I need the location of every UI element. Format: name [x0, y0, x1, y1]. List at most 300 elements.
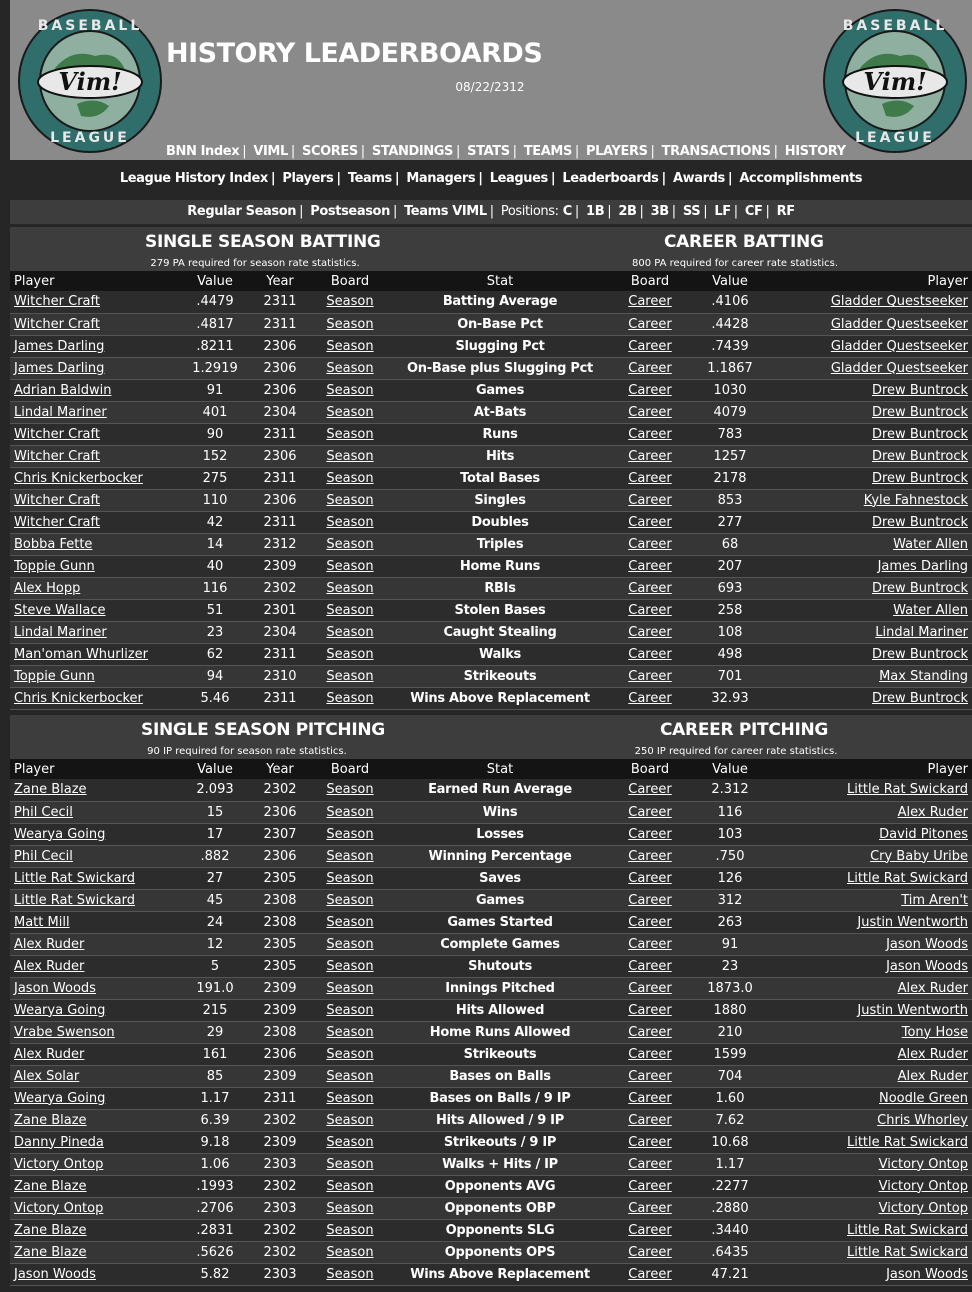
nav-players[interactable]: PLAYERS: [586, 144, 648, 159]
table-row: [10, 889, 972, 911]
posnav-teams-viml[interactable]: Teams VIML: [404, 204, 487, 219]
nav-history[interactable]: HISTORY: [784, 144, 846, 159]
career-value: 498: [690, 643, 770, 665]
career-board-link[interactable]: Career: [610, 511, 690, 533]
season-year: 2311: [250, 1087, 310, 1109]
subnav-league-history-index[interactable]: League History Index: [119, 171, 268, 186]
season-year: 2308: [250, 889, 310, 911]
season-player-link[interactable]: Lindal Mariner: [10, 401, 180, 423]
posnav-ss[interactable]: SS: [682, 204, 701, 219]
career-player-link[interactable]: Gladder Questseeker: [770, 357, 972, 379]
season-value: 17: [180, 823, 250, 845]
season-player-link[interactable]: Alex Ruder: [10, 955, 180, 977]
nav-standings[interactable]: STANDINGS: [371, 144, 454, 159]
season-player-link[interactable]: Alex Ruder: [10, 1043, 180, 1065]
career-player-link[interactable]: Drew Buntrock: [770, 467, 972, 489]
stat-name: Saves: [390, 867, 610, 889]
season-board-link[interactable]: Season: [310, 1197, 390, 1219]
career-board-link[interactable]: Career: [610, 423, 690, 445]
nav-stats[interactable]: STATS: [467, 144, 510, 159]
career-board-link[interactable]: Career: [610, 445, 690, 467]
career-board-link[interactable]: Career: [610, 291, 690, 313]
career-player-link[interactable]: Water Allen: [770, 599, 972, 621]
season-year: 2309: [250, 977, 310, 999]
col-career-player: Player: [770, 759, 972, 779]
career-player-link[interactable]: Little Rat Swickard: [770, 1131, 972, 1153]
season-board-link[interactable]: Season: [310, 489, 390, 511]
season-player-link[interactable]: Phil Cecil: [10, 845, 180, 867]
single-season-batting-title: SINGLE SEASON BATTING: [145, 232, 381, 252]
nav-viml[interactable]: VIML: [253, 144, 288, 159]
pitching-section: [10, 715, 972, 1286]
career-player-link[interactable]: Little Rat Swickard: [770, 867, 972, 889]
career-board-link[interactable]: Career: [610, 1087, 690, 1109]
career-player-link[interactable]: Drew Buntrock: [770, 577, 972, 599]
season-board-link[interactable]: Season: [310, 357, 390, 379]
career-board-link[interactable]: Career: [610, 1197, 690, 1219]
season-year: 2302: [250, 1109, 310, 1131]
season-player-link[interactable]: Alex Hopp: [10, 577, 180, 599]
season-board-link[interactable]: Season: [310, 599, 390, 621]
season-value: .882: [180, 845, 250, 867]
posnav-2b[interactable]: 2B: [618, 204, 637, 219]
season-value: 85: [180, 1065, 250, 1087]
season-year: 2311: [250, 291, 310, 313]
career-player-link[interactable]: Max Standing: [770, 665, 972, 687]
career-board-link[interactable]: Career: [610, 665, 690, 687]
season-player-link[interactable]: Phil Cecil: [10, 801, 180, 823]
season-player-link[interactable]: Adrian Baldwin: [10, 379, 180, 401]
table-row: [10, 643, 972, 665]
stat-name: Complete Games: [390, 933, 610, 955]
career-player-link[interactable]: Victory Ontop: [770, 1153, 972, 1175]
season-player-link[interactable]: Bobba Fette: [10, 533, 180, 555]
career-value: 1.60: [690, 1087, 770, 1109]
subnav-accomplishments[interactable]: Accomplishments: [739, 171, 863, 186]
career-board-link[interactable]: Career: [610, 687, 690, 709]
stat-name: Games: [390, 379, 610, 401]
season-board-link[interactable]: Season: [310, 999, 390, 1021]
career-player-link[interactable]: Gladder Questseeker: [770, 313, 972, 335]
season-year: 2305: [250, 955, 310, 977]
season-board-link[interactable]: Season: [310, 1131, 390, 1153]
season-board-link[interactable]: Season: [310, 955, 390, 977]
career-player-link[interactable]: Noodle Green: [770, 1087, 972, 1109]
career-board-link[interactable]: Career: [610, 1043, 690, 1065]
stat-name: On-Base Pct: [390, 313, 610, 335]
career-player-link[interactable]: Jason Woods: [770, 955, 972, 977]
season-player-link[interactable]: Wearya Going: [10, 999, 180, 1021]
season-player-link[interactable]: Alex Solar: [10, 1065, 180, 1087]
stat-name: Singles: [390, 489, 610, 511]
positions-label: Positions:: [500, 204, 559, 219]
season-player-link[interactable]: Danny Pineda: [10, 1131, 180, 1153]
season-year: 2308: [250, 1021, 310, 1043]
career-value: .6435: [690, 1241, 770, 1263]
table-row: [10, 511, 972, 533]
career-board-link[interactable]: Career: [610, 643, 690, 665]
season-player-link[interactable]: Victory Ontop: [10, 1153, 180, 1175]
season-board-link[interactable]: Season: [310, 933, 390, 955]
career-player-link[interactable]: Alex Ruder: [770, 1065, 972, 1087]
season-board-link[interactable]: Season: [310, 467, 390, 489]
posnav-regular-season[interactable]: Regular Season: [187, 204, 297, 219]
career-board-link[interactable]: Career: [610, 1241, 690, 1263]
table-row: [10, 291, 972, 313]
career-board-link[interactable]: Career: [610, 379, 690, 401]
season-board-link[interactable]: Season: [310, 379, 390, 401]
season-value: .1993: [180, 1175, 250, 1197]
season-player-link[interactable]: Vrabe Swenson: [10, 1021, 180, 1043]
season-player-link[interactable]: Witcher Craft: [10, 313, 180, 335]
career-player-link[interactable]: Jason Woods: [770, 933, 972, 955]
table-row: [10, 1175, 972, 1197]
career-board-link[interactable]: Career: [610, 845, 690, 867]
season-board-link[interactable]: Season: [310, 335, 390, 357]
posnav-c[interactable]: C: [562, 204, 572, 219]
subnav-teams[interactable]: Teams: [347, 171, 392, 186]
career-player-link[interactable]: Jason Woods: [770, 1263, 972, 1285]
posnav-rf[interactable]: RF: [776, 204, 795, 219]
stat-name: Hits Allowed: [390, 999, 610, 1021]
season-player-link[interactable]: Little Rat Swickard: [10, 867, 180, 889]
nav-transactions[interactable]: TRANSACTIONS: [661, 144, 771, 159]
career-board-link[interactable]: Career: [610, 577, 690, 599]
season-player-link[interactable]: Chris Knickerbocker: [10, 687, 180, 709]
season-player-link[interactable]: Zane Blaze: [10, 1219, 180, 1241]
season-player-link[interactable]: Toppie Gunn: [10, 555, 180, 577]
season-value: 1.2919: [180, 357, 250, 379]
career-player-link[interactable]: Drew Buntrock: [770, 511, 972, 533]
career-board-link[interactable]: Career: [610, 1065, 690, 1087]
career-board-link[interactable]: Career: [610, 1175, 690, 1197]
season-value: 161: [180, 1043, 250, 1065]
subnav-leaderboards[interactable]: Leaderboards: [562, 171, 659, 186]
season-value: 2.093: [180, 779, 250, 801]
nav-teams[interactable]: TEAMS: [523, 144, 572, 159]
season-board-link[interactable]: Season: [310, 423, 390, 445]
nav-scores[interactable]: SCORES: [301, 144, 358, 159]
career-player-link[interactable]: James Darling: [770, 555, 972, 577]
season-value: 90: [180, 423, 250, 445]
season-board-link[interactable]: Season: [310, 1109, 390, 1131]
league-logo-left[interactable]: [17, 8, 163, 154]
stat-name: Losses: [390, 823, 610, 845]
career-value: 1030: [690, 379, 770, 401]
table-row: [10, 1153, 972, 1175]
table-row: [10, 977, 972, 999]
season-value: 1.17: [180, 1087, 250, 1109]
season-value: 110: [180, 489, 250, 511]
season-value: 215: [180, 999, 250, 1021]
career-player-link[interactable]: Kyle Fahnestock: [770, 489, 972, 511]
career-value: 853: [690, 489, 770, 511]
stat-name: Bases on Balls / 9 IP: [390, 1087, 610, 1109]
career-value: 116: [690, 801, 770, 823]
stat-name: Winning Percentage: [390, 845, 610, 867]
career-player-link[interactable]: Drew Buntrock: [770, 445, 972, 467]
stat-name: Doubles: [390, 511, 610, 533]
season-player-link[interactable]: Jason Woods: [10, 1263, 180, 1285]
season-board-link[interactable]: Season: [310, 1241, 390, 1263]
career-board-link[interactable]: Career: [610, 889, 690, 911]
season-board-link[interactable]: Season: [310, 911, 390, 933]
career-board-link[interactable]: Career: [610, 1219, 690, 1241]
career-board-link[interactable]: Career: [610, 1153, 690, 1175]
subnav-players[interactable]: Players: [282, 171, 334, 186]
stat-name: Batting Average: [390, 291, 610, 313]
subnav-managers[interactable]: Managers: [406, 171, 476, 186]
season-player-link[interactable]: Witcher Craft: [10, 423, 180, 445]
subnav-leagues[interactable]: Leagues: [489, 171, 548, 186]
career-player-link[interactable]: Alex Ruder: [770, 977, 972, 999]
page-title: HISTORY LEADERBOARDS: [166, 38, 543, 69]
career-player-link[interactable]: Lindal Mariner: [770, 621, 972, 643]
career-player-link[interactable]: Drew Buntrock: [770, 401, 972, 423]
career-value: 704: [690, 1065, 770, 1087]
season-year: 2311: [250, 511, 310, 533]
table-row: [10, 1219, 972, 1241]
table-row: [10, 955, 972, 977]
season-value: 5.82: [180, 1263, 250, 1285]
career-board-link[interactable]: Career: [610, 335, 690, 357]
season-player-link[interactable]: Little Rat Swickard: [10, 889, 180, 911]
season-player-link[interactable]: Jason Woods: [10, 977, 180, 999]
career-board-link[interactable]: Career: [610, 823, 690, 845]
career-player-link[interactable]: Drew Buntrock: [770, 423, 972, 445]
season-board-link[interactable]: Season: [310, 1043, 390, 1065]
posnav-cf[interactable]: CF: [744, 204, 763, 219]
career-player-link[interactable]: Little Rat Swickard: [770, 1219, 972, 1241]
career-player-link[interactable]: Little Rat Swickard: [770, 1241, 972, 1263]
league-logo-right[interactable]: [822, 8, 968, 154]
history-subnav: League History Index | Players | Teams | Managers | Leagues | Leaderboards | Awards | Accomplishments: [119, 171, 863, 186]
season-player-link[interactable]: Victory Ontop: [10, 1197, 180, 1219]
season-board-link[interactable]: Season: [310, 823, 390, 845]
career-board-link[interactable]: Career: [610, 1263, 690, 1285]
stat-name: RBIs: [390, 577, 610, 599]
season-year: 2306: [250, 801, 310, 823]
nav-bnn-index[interactable]: BNN Index: [166, 144, 240, 159]
season-board-link[interactable]: Season: [310, 643, 390, 665]
stat-name: Opponents AVG: [390, 1175, 610, 1197]
season-value: .4479: [180, 291, 250, 313]
season-board-link[interactable]: Season: [310, 445, 390, 467]
career-board-link[interactable]: Career: [610, 1021, 690, 1043]
season-year: 2311: [250, 423, 310, 445]
career-player-link[interactable]: Tony Hose: [770, 1021, 972, 1043]
season-board-link[interactable]: Season: [310, 665, 390, 687]
season-board-link[interactable]: Season: [310, 313, 390, 335]
season-board-link[interactable]: Season: [310, 801, 390, 823]
career-player-link[interactable]: Victory Ontop: [770, 1197, 972, 1219]
stat-name: At-Bats: [390, 401, 610, 423]
season-player-link[interactable]: Wearya Going: [10, 1087, 180, 1109]
season-board-link[interactable]: Season: [310, 845, 390, 867]
season-board-link[interactable]: Season: [310, 779, 390, 801]
career-board-link[interactable]: Career: [610, 933, 690, 955]
career-board-link[interactable]: Career: [610, 313, 690, 335]
season-value: 5: [180, 955, 250, 977]
career-player-link[interactable]: Drew Buntrock: [770, 687, 972, 709]
season-year: 2312: [250, 533, 310, 555]
table-row: [10, 379, 972, 401]
season-player-link[interactable]: Steve Wallace: [10, 599, 180, 621]
season-board-link[interactable]: Season: [310, 511, 390, 533]
career-board-link[interactable]: Career: [610, 621, 690, 643]
season-player-link[interactable]: Zane Blaze: [10, 779, 180, 801]
career-board-link[interactable]: Career: [610, 489, 690, 511]
season-player-link[interactable]: Wearya Going: [10, 823, 180, 845]
season-player-link[interactable]: Zane Blaze: [10, 1109, 180, 1131]
season-player-link[interactable]: Man'oman Whurlizer: [10, 643, 180, 665]
table-row: [10, 779, 972, 801]
career-value: .7439: [690, 335, 770, 357]
season-board-link[interactable]: Season: [310, 1065, 390, 1087]
season-player-link[interactable]: Witcher Craft: [10, 489, 180, 511]
career-player-link[interactable]: Little Rat Swickard: [770, 779, 972, 801]
career-board-link[interactable]: Career: [610, 955, 690, 977]
career-player-link[interactable]: Drew Buntrock: [770, 379, 972, 401]
season-player-link[interactable]: Witcher Craft: [10, 291, 180, 313]
career-value: 32.93: [690, 687, 770, 709]
career-board-link[interactable]: Career: [610, 533, 690, 555]
page-header: [10, 0, 972, 160]
stat-name: Strikeouts / 9 IP: [390, 1131, 610, 1153]
season-board-link[interactable]: Season: [310, 687, 390, 709]
season-year: 2306: [250, 357, 310, 379]
career-player-link[interactable]: Chris Whorley: [770, 1109, 972, 1131]
season-player-link[interactable]: Chris Knickerbocker: [10, 467, 180, 489]
career-player-link[interactable]: Alex Ruder: [770, 801, 972, 823]
season-board-link[interactable]: Season: [310, 889, 390, 911]
career-player-link[interactable]: Justin Wentworth: [770, 999, 972, 1021]
season-player-link[interactable]: Alex Ruder: [10, 933, 180, 955]
season-player-link[interactable]: Toppie Gunn: [10, 665, 180, 687]
career-value: 312: [690, 889, 770, 911]
career-player-link[interactable]: Gladder Questseeker: [770, 335, 972, 357]
season-board-link[interactable]: Season: [310, 1263, 390, 1285]
career-value: 783: [690, 423, 770, 445]
season-player-link[interactable]: Zane Blaze: [10, 1241, 180, 1263]
career-board-link[interactable]: Career: [610, 555, 690, 577]
batting-table: [10, 271, 972, 710]
career-player-link[interactable]: Cry Baby Uribe: [770, 845, 972, 867]
season-board-link[interactable]: Season: [310, 291, 390, 313]
col-value: Value: [180, 759, 250, 779]
season-player-link[interactable]: Witcher Craft: [10, 445, 180, 467]
career-player-link[interactable]: Victory Ontop: [770, 1175, 972, 1197]
season-year: 2310: [250, 665, 310, 687]
season-board-link[interactable]: Season: [310, 1175, 390, 1197]
season-player-link[interactable]: Zane Blaze: [10, 1175, 180, 1197]
posnav-1b[interactable]: 1B: [586, 204, 605, 219]
season-player-link[interactable]: James Darling: [10, 357, 180, 379]
career-player-link[interactable]: David Pitones: [770, 823, 972, 845]
career-player-link[interactable]: Alex Ruder: [770, 1043, 972, 1065]
career-player-link[interactable]: Gladder Questseeker: [770, 291, 972, 313]
season-board-link[interactable]: Season: [310, 555, 390, 577]
career-board-link[interactable]: Career: [610, 1131, 690, 1153]
season-value: 9.18: [180, 1131, 250, 1153]
career-board-link[interactable]: Career: [610, 911, 690, 933]
season-player-link[interactable]: Lindal Mariner: [10, 621, 180, 643]
career-board-link[interactable]: Career: [610, 467, 690, 489]
career-value: 263: [690, 911, 770, 933]
stat-name: Stolen Bases: [390, 599, 610, 621]
season-year: 2309: [250, 1065, 310, 1087]
season-board-link[interactable]: Season: [310, 977, 390, 999]
career-player-link[interactable]: Water Allen: [770, 533, 972, 555]
subnav-awards[interactable]: Awards: [672, 171, 725, 186]
season-board-link[interactable]: Season: [310, 867, 390, 889]
table-row: [10, 911, 972, 933]
posnav-lf[interactable]: LF: [714, 204, 731, 219]
career-board-link[interactable]: Career: [610, 867, 690, 889]
career-board-link[interactable]: Career: [610, 801, 690, 823]
stat-name: Wins Above Replacement: [390, 687, 610, 709]
season-year: 2309: [250, 1131, 310, 1153]
career-value: 108: [690, 621, 770, 643]
season-year: 2301: [250, 599, 310, 621]
season-board-link[interactable]: Season: [310, 1219, 390, 1241]
season-year: 2305: [250, 933, 310, 955]
career-board-link[interactable]: Career: [610, 977, 690, 999]
pitching-header-row: [10, 759, 972, 779]
season-board-link[interactable]: Season: [310, 621, 390, 643]
season-board-link[interactable]: Season: [310, 401, 390, 423]
season-year: 2306: [250, 335, 310, 357]
batting-section: [10, 227, 972, 710]
season-value: 152: [180, 445, 250, 467]
season-year: 2311: [250, 313, 310, 335]
season-year: 2304: [250, 621, 310, 643]
single-season-batting-note: 279 PA required for season rate statistics.: [150, 258, 360, 269]
season-board-link[interactable]: Season: [310, 1153, 390, 1175]
career-board-link[interactable]: Career: [610, 599, 690, 621]
stat-name: Shutouts: [390, 955, 610, 977]
career-board-link[interactable]: Career: [610, 401, 690, 423]
stat-name: Bases on Balls: [390, 1065, 610, 1087]
season-player-link[interactable]: Matt Mill: [10, 911, 180, 933]
season-board-link[interactable]: Season: [310, 577, 390, 599]
col-board: Board: [310, 271, 390, 291]
season-value: 14: [180, 533, 250, 555]
season-board-link[interactable]: Season: [310, 533, 390, 555]
career-board-link[interactable]: Career: [610, 1109, 690, 1131]
table-row: [10, 1109, 972, 1131]
col-stat: Stat: [390, 271, 610, 291]
posnav-postseason[interactable]: Postseason: [310, 204, 390, 219]
career-value: .3440: [690, 1219, 770, 1241]
career-player-link[interactable]: Justin Wentworth: [770, 911, 972, 933]
career-board-link[interactable]: Career: [610, 779, 690, 801]
season-player-link[interactable]: Witcher Craft: [10, 511, 180, 533]
col-year: Year: [250, 271, 310, 291]
career-board-link[interactable]: Career: [610, 999, 690, 1021]
career-player-link[interactable]: Tim Aren't: [770, 889, 972, 911]
season-board-link[interactable]: Season: [310, 1021, 390, 1043]
batting-section-header: [10, 227, 972, 271]
table-row: [10, 801, 972, 823]
season-year: 2302: [250, 779, 310, 801]
career-player-link[interactable]: Drew Buntrock: [770, 643, 972, 665]
career-board-link[interactable]: Career: [610, 357, 690, 379]
season-value: 116: [180, 577, 250, 599]
season-player-link[interactable]: James Darling: [10, 335, 180, 357]
season-board-link[interactable]: Season: [310, 1087, 390, 1109]
posnav-3b[interactable]: 3B: [650, 204, 669, 219]
